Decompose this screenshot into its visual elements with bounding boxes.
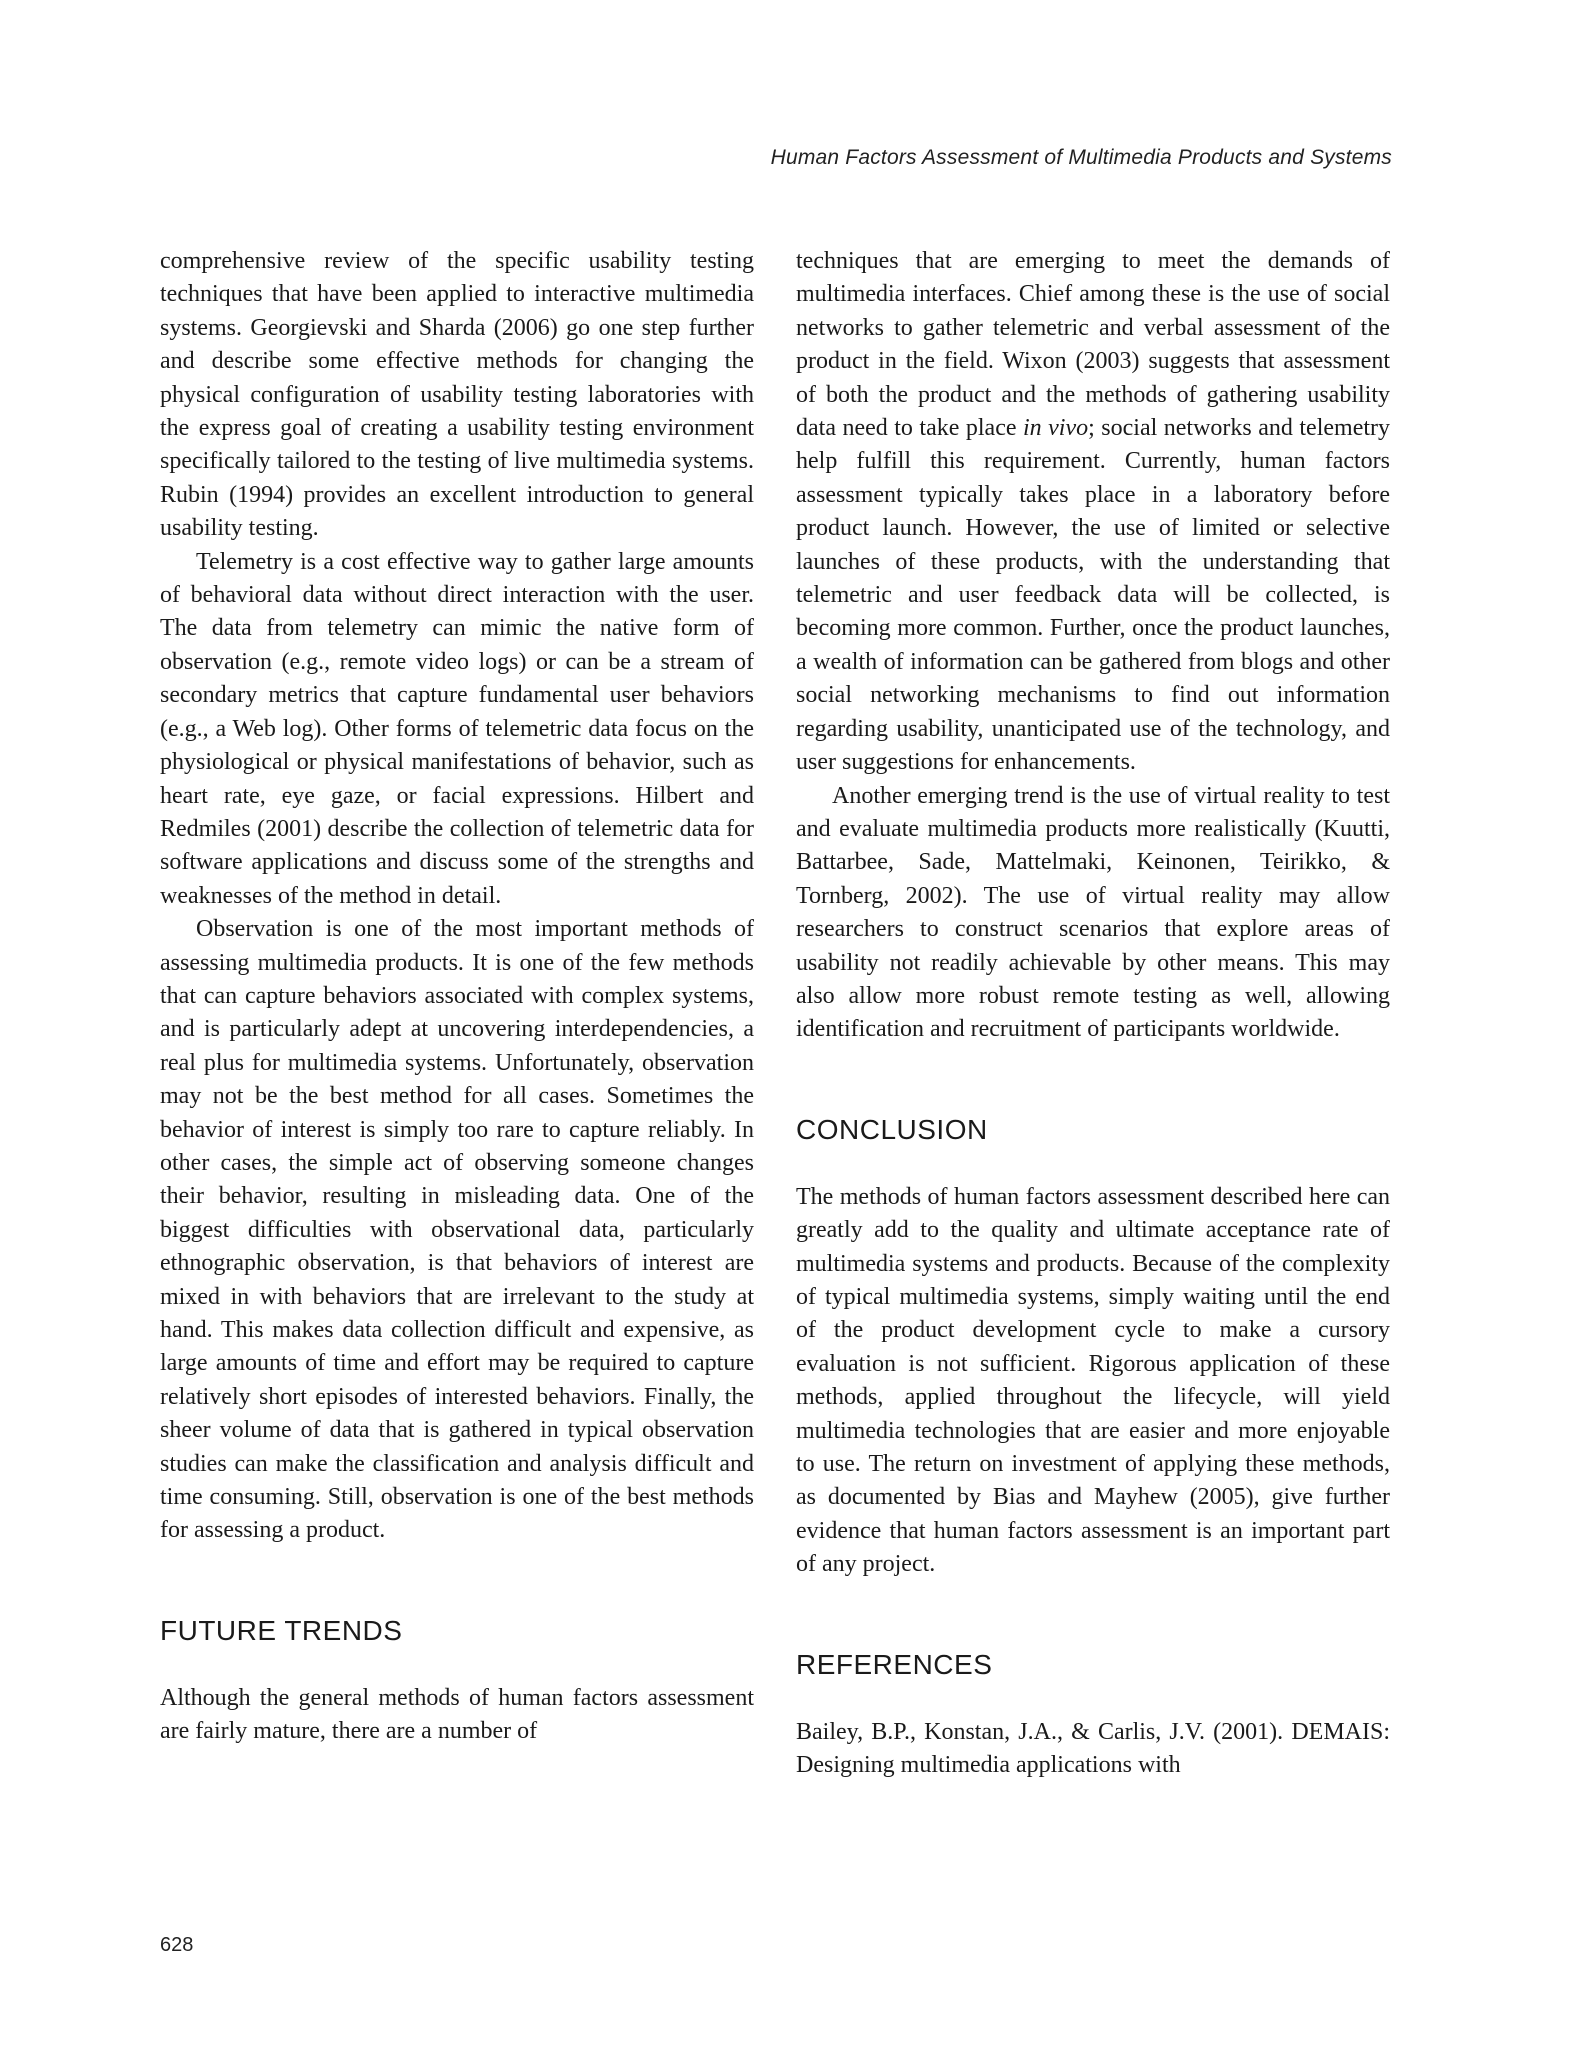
paragraph-emerging-techniques bbox=[796, 245, 1390, 780]
running-header-title: Human Factors Assessment of Multimedia Products and Systems bbox=[770, 146, 1392, 169]
paragraph-observation: Observation is one of the most important methods of assessing multimedia products. It is one of the few methods that can capture behaviors associated with complex systems, and is particularly adept at uncovering interdependencies, a real plus for multimedia systems. Unfortunately, observation may not be the best method for all cases. Sometimes the behavior of interest is simply too rare to capture reliably. In other cases, the simple act of observing someone changes their behavior, resulting in misleading data. One of the biggest difficulties with observational data, particularly ethnographic observation, is that behaviors of interest are mixed in with behaviors that are irrelevant to the study at hand. This makes data collection difficult and expensive, as large amounts of time and effort may be required to capture relatively short episodes of interested behaviors. Finally, the sheer volume of data that is gathered in typical observation studies can make the classification and analysis difficult and time consuming. Still, observation is one of the best methods for assessing a product. bbox=[160, 916, 754, 1544]
italic-in-vivo: in vivo bbox=[1023, 415, 1089, 442]
section-heading-references: REFERENCES bbox=[796, 1648, 993, 1680]
emerging-techniques-text-start: techniques that are emerging to meet the demands of multimedia interfaces. Chief among these is the use of social networks to gather telemetric and verbal assessment of the product in the field. Wixon (2003) suggests that assessment of both the product and the methods of gathering usability data need to take place bbox=[796, 248, 1390, 442]
right-column bbox=[796, 245, 1390, 1782]
section-heading-conclusion: CONCLUSION bbox=[796, 1113, 988, 1145]
reference-entry: Bailey, B.P., Konstan, J.A., & Carlis, J.V. (2001). DEMAIS: Designing multimedia applications with bbox=[796, 1718, 1390, 1779]
left-column bbox=[160, 245, 754, 1749]
paragraph-future-trends: Although the general methods of human factors assessment are fairly mature, there are a number of bbox=[160, 1684, 754, 1745]
page-number: 628 bbox=[160, 1934, 194, 1956]
paragraph-conclusion: The methods of human factors assessment described here can greatly add to the quality and ultimate acceptance rate of multimedia systems and products. Because of the complexity of typical multimedia systems, simply waiting until the end of the product development cycle to make a cursory evaluation is not sufficient. Rigorous application of these methods, applied throughout the lifecycle, will yield multimedia technologies that are easier and more enjoyable to use. The return on investment of applying these methods, as documented by Bias and Mayhew (2005), give further evidence that human factors assessment is an important part of any project. bbox=[796, 1183, 1390, 1578]
emerging-techniques-text-end: ; social networks and telemetry help fulfill this requirement. Currently, human factors assessment typically takes place in a laboratory before product launch. However, the use of limited or selective launches of these products, with the understanding that telemetric and user feedback data will be collected, is becoming more common. Further, once the product launches, a wealth of information can be gathered from blogs and other social networking mechanisms to find out information regarding usability, unanticipated use of the technology, and user suggestions for enhancements. bbox=[796, 415, 1391, 776]
paragraph-telemetry: Telemetry is a cost effective way to gather large amounts of behavioral data without direct interaction with the user. The data from telemetry can mimic the native form of observation (e.g., remote video logs) or can be a stream of secondary metrics that capture fundamental user behaviors (e.g., a Web log). Other forms of telemetric data focus on the physiological or physical manifestations of behavior, such as heart rate, eye gaze, or facial expressions. Hilbert and Redmiles (2001) describe the collection of telemetric data for software applications and discuss some of the strengths and weaknesses of the method in detail. bbox=[160, 548, 754, 909]
paragraph-usability-review: comprehensive review of the specific usability testing techniques that have been applied to interactive multimedia systems. Georgievski and Sharda (2006) go one step further and describe some effective methods for changing the physical configuration of usability testing laboratories with the express goal of creating a usability testing environment specifically tailored to the testing of live multimedia systems. Rubin (1994) provides an excellent introduction to general usability testing. bbox=[160, 248, 754, 542]
section-heading-future-trends: FUTURE TRENDS bbox=[160, 1614, 403, 1646]
paragraph-virtual-reality: Another emerging trend is the use of virtual reality to test and evaluate multimedia products more realistically (Kuutti, Battarbee, Sade, Mattelmaki, Keinonen, Teirikko, & Tornberg, 2002). The use of virtual reality may allow researchers to construct scenarios that explore areas of usability not readily achievable by other means. This may also allow more robust remote testing as well, allowing identification and recruitment of participants worldwide. bbox=[796, 782, 1390, 1043]
